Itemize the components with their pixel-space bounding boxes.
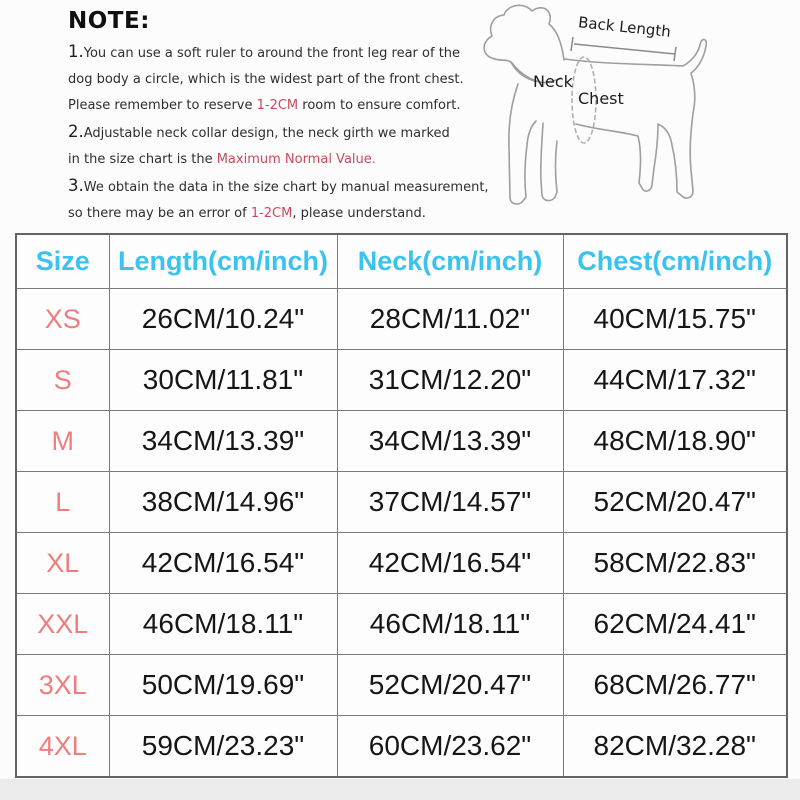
neck-cell: 31CM/12.20" <box>337 350 563 411</box>
note-line <box>68 147 474 173</box>
table-header-row <box>16 234 787 289</box>
neck-cell: 60CM/23.62" <box>337 716 563 778</box>
note-text: in the size chart is the <box>68 152 217 167</box>
note-text: so there may be an error of <box>68 206 251 221</box>
note-text: Adjustable neck collar design, the neck girth we marked <box>83 126 450 141</box>
size-cell: M <box>16 411 109 472</box>
note-line <box>68 67 474 93</box>
back-length-measure-line <box>571 37 676 61</box>
notes-section <box>68 8 489 227</box>
bottom-gray-strip <box>0 779 800 800</box>
size-chart-table <box>15 233 788 778</box>
dog-measurement-diagram <box>462 0 797 228</box>
notes-title: NOTE: <box>68 8 150 34</box>
length-cell: 34CM/13.39" <box>109 411 337 472</box>
note-line <box>68 93 474 119</box>
table-row <box>16 411 787 472</box>
neck-cell: 34CM/13.39" <box>337 411 563 472</box>
chest-cell: 52CM/20.47" <box>563 472 787 533</box>
size-cell: XXL <box>16 594 109 655</box>
note-item-2 <box>68 119 474 173</box>
note-line <box>68 201 474 227</box>
size-cell: L <box>16 472 109 533</box>
note-item-1 <box>68 39 474 119</box>
chest-cell: 44CM/17.32" <box>563 350 787 411</box>
header-size: Size <box>16 234 109 289</box>
note-number: 3. <box>68 176 84 195</box>
size-cell: XS <box>16 289 109 350</box>
length-cell: 38CM/14.96" <box>109 472 337 533</box>
chest-cell: 48CM/18.90" <box>563 411 787 472</box>
length-cell: 46CM/18.11" <box>109 594 337 655</box>
note-line <box>68 39 474 67</box>
table-row <box>16 594 787 655</box>
neck-cell: 42CM/16.54" <box>337 533 563 594</box>
note-item-3 <box>68 173 489 227</box>
note-text: room to ensure comfort. <box>298 98 461 113</box>
chest-cell: 62CM/24.41" <box>563 594 787 655</box>
note-text: dog body a circle, which is the widest part of the front chest. <box>68 72 464 87</box>
dog-body <box>565 39 706 198</box>
chest-cell: 40CM/15.75" <box>563 289 787 350</box>
table-row <box>16 655 787 716</box>
dog-outline-drawing <box>462 0 797 228</box>
note-line <box>68 173 489 201</box>
header-chest: Chest(cm/inch) <box>563 234 787 289</box>
table-row <box>16 289 787 350</box>
note-line <box>68 119 474 147</box>
header-neck: Neck(cm/inch) <box>337 234 563 289</box>
neck-cell: 37CM/14.57" <box>337 472 563 533</box>
chest-cell: 58CM/22.83" <box>563 533 787 594</box>
size-cell: 4XL <box>16 716 109 778</box>
note-highlight: 1-2CM <box>250 206 293 221</box>
note-number: 2. <box>68 122 84 141</box>
length-cell: 50CM/19.69" <box>109 655 337 716</box>
length-cell: 59CM/23.23" <box>109 716 337 778</box>
table-row <box>16 350 787 411</box>
note-highlight: Maximum Normal Value. <box>216 152 376 167</box>
header-length: Length(cm/inch) <box>109 234 337 289</box>
chest-cell: 82CM/32.28" <box>563 716 787 778</box>
note-text: We obtain the data in the size chart by manual measurement, <box>83 180 489 195</box>
dog-front-leg <box>509 84 536 204</box>
length-cell: 26CM/10.24" <box>109 289 337 350</box>
size-chart-body <box>16 289 787 778</box>
dog-front-leg-far <box>541 123 557 201</box>
note-highlight: 1-2CM <box>256 98 299 113</box>
size-cell: 3XL <box>16 655 109 716</box>
neck-cell: 46CM/18.11" <box>337 594 563 655</box>
note-number: 1. <box>68 42 84 61</box>
size-cell: XL <box>16 533 109 594</box>
note-text: Please remember to reserve <box>68 98 257 113</box>
table-row <box>16 533 787 594</box>
neck-cell: 28CM/11.02" <box>337 289 563 350</box>
table-row <box>16 472 787 533</box>
chest-cell: 68CM/26.77" <box>563 655 787 716</box>
chest-label: Chest <box>578 89 624 108</box>
neck-cell: 52CM/20.47" <box>337 655 563 716</box>
back-length-label: Back Length <box>577 13 672 41</box>
note-text: , please understand. <box>292 206 426 221</box>
size-cell: S <box>16 350 109 411</box>
note-text: You can use a soft ruler to around the front leg rear of the <box>83 46 461 61</box>
length-cell: 42CM/16.54" <box>109 533 337 594</box>
table-row <box>16 716 787 778</box>
neck-label: Neck <box>533 72 573 91</box>
length-cell: 30CM/11.81" <box>109 350 337 411</box>
